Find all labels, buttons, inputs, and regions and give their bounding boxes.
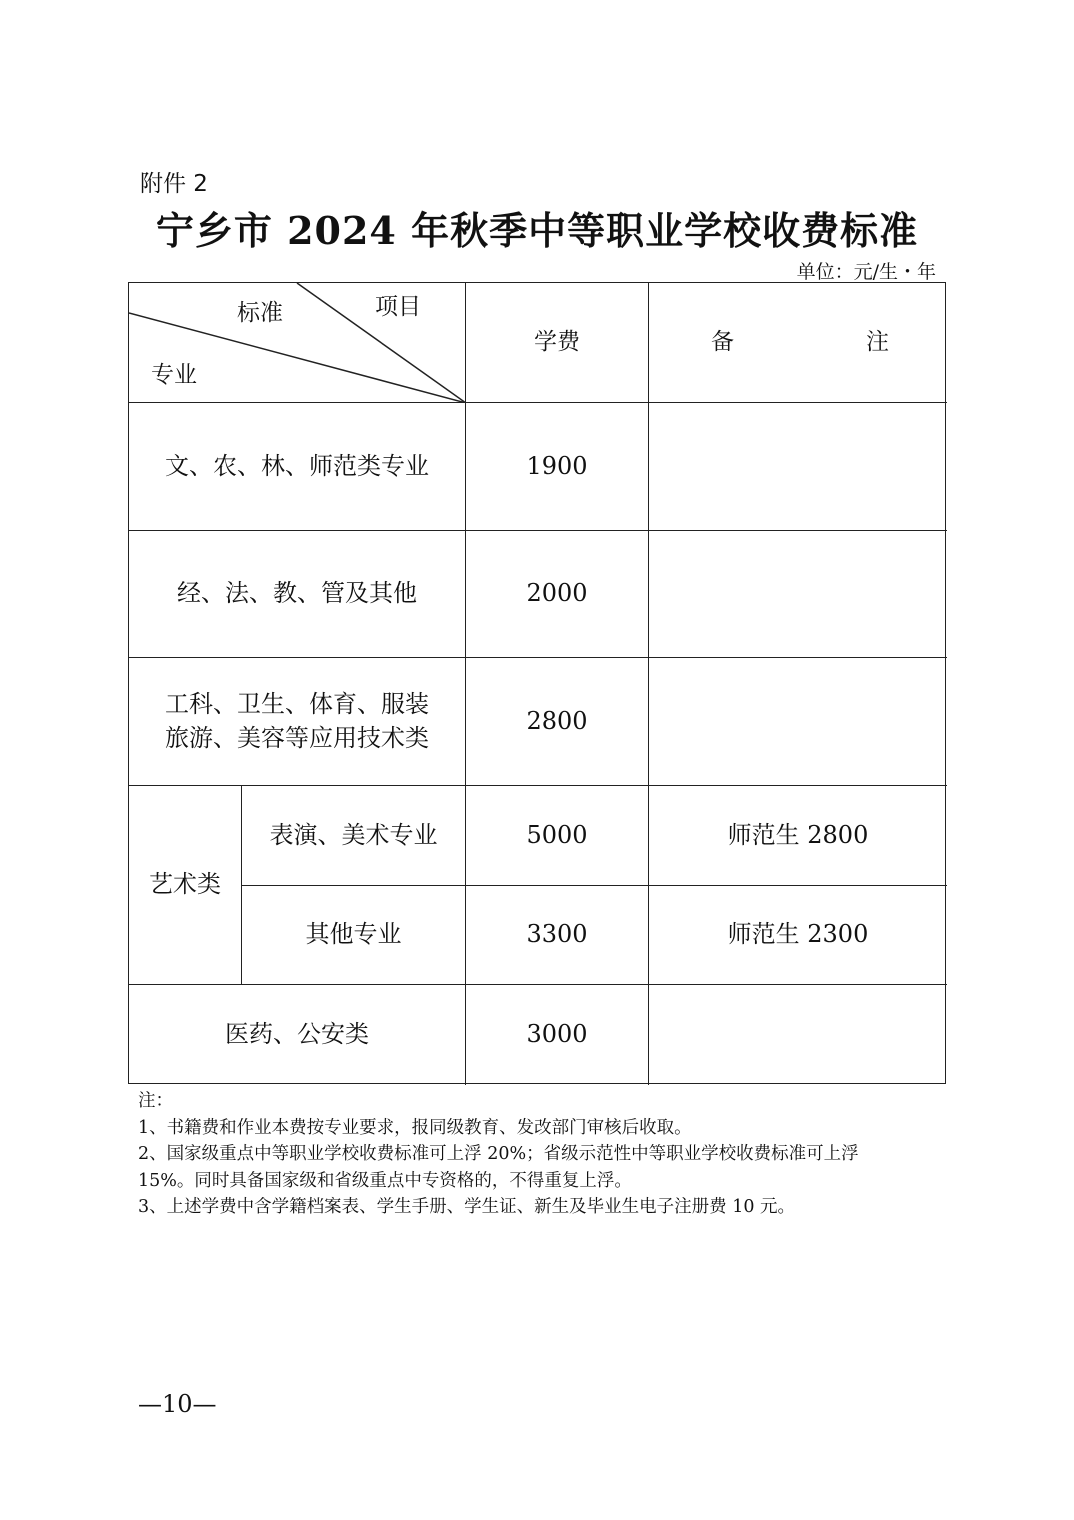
table-row-category: 文、农、林、师范类专业 [129,403,466,531]
remark-header [649,283,947,403]
note-item: 2、国家级重点中等职业学校收费标准可上浮 20%；省级示范性中等职业学校收费标准可上浮 [138,1144,859,1164]
note-item: 15%。同时具备国家级和省级重点中专资格的，不得重复上浮。 [138,1170,632,1191]
remark-header-right: 注 [866,329,889,356]
note-item: 1、书籍费和作业本费按专业要求，报同级教育、发改部门审核后收取。 [138,1117,692,1138]
table-row-fee: 2000 [466,531,649,658]
table-row-fee: 1900 [466,403,649,531]
art-remark: 师范生 2300 [649,886,947,985]
category-line-2: 旅游、美容等应用技术类 [165,723,429,752]
table-row-category [129,658,466,786]
table-row-remark [649,403,947,531]
table-row-remark [649,658,947,786]
notes-section [138,1088,948,1221]
fee-table [128,282,946,1084]
art-subcategory: 表演、美术专业 [242,786,466,886]
diagonal-header-cell [129,283,466,403]
table-row-remark [649,985,947,1085]
tuition-header [466,283,649,403]
art-subcategory: 其他专业 [242,886,466,985]
table-row-fee: 2800 [466,658,649,786]
table-row-fee: 3000 [466,985,649,1085]
table-row-category: 经、法、教、管及其他 [129,531,466,658]
remark-header-left: 备 [711,329,734,356]
attachment-label: 附件 2 [140,171,208,197]
art-remark: 师范生 2800 [649,786,947,886]
art-group-label: 艺术类 [129,786,242,985]
note-item: 3、上述学费中含学籍档案表、学生手册、学生证、新生及毕业生电子注册费 10 元。 [138,1197,796,1217]
art-fee: 3300 [466,886,649,985]
category-line-1: 工科、卫生、体育、服装 [165,689,429,718]
table-row-category: 医药、公安类 [129,985,466,1085]
art-fee: 5000 [466,786,649,886]
header-item-label: 项目 [375,294,421,320]
header-standard-label: 标准 [237,300,283,326]
unit-label: 单位：元/生・年 [796,261,936,283]
notes-heading: 注： [138,1091,173,1111]
tuition-header-label: 学费 [534,329,580,356]
header-major-label: 专业 [151,362,197,388]
document-title: 宁乡市 2024 年秋季中等职业学校收费标准 [155,208,919,253]
table-row-remark [649,531,947,658]
page-number: —10— [138,1390,217,1418]
